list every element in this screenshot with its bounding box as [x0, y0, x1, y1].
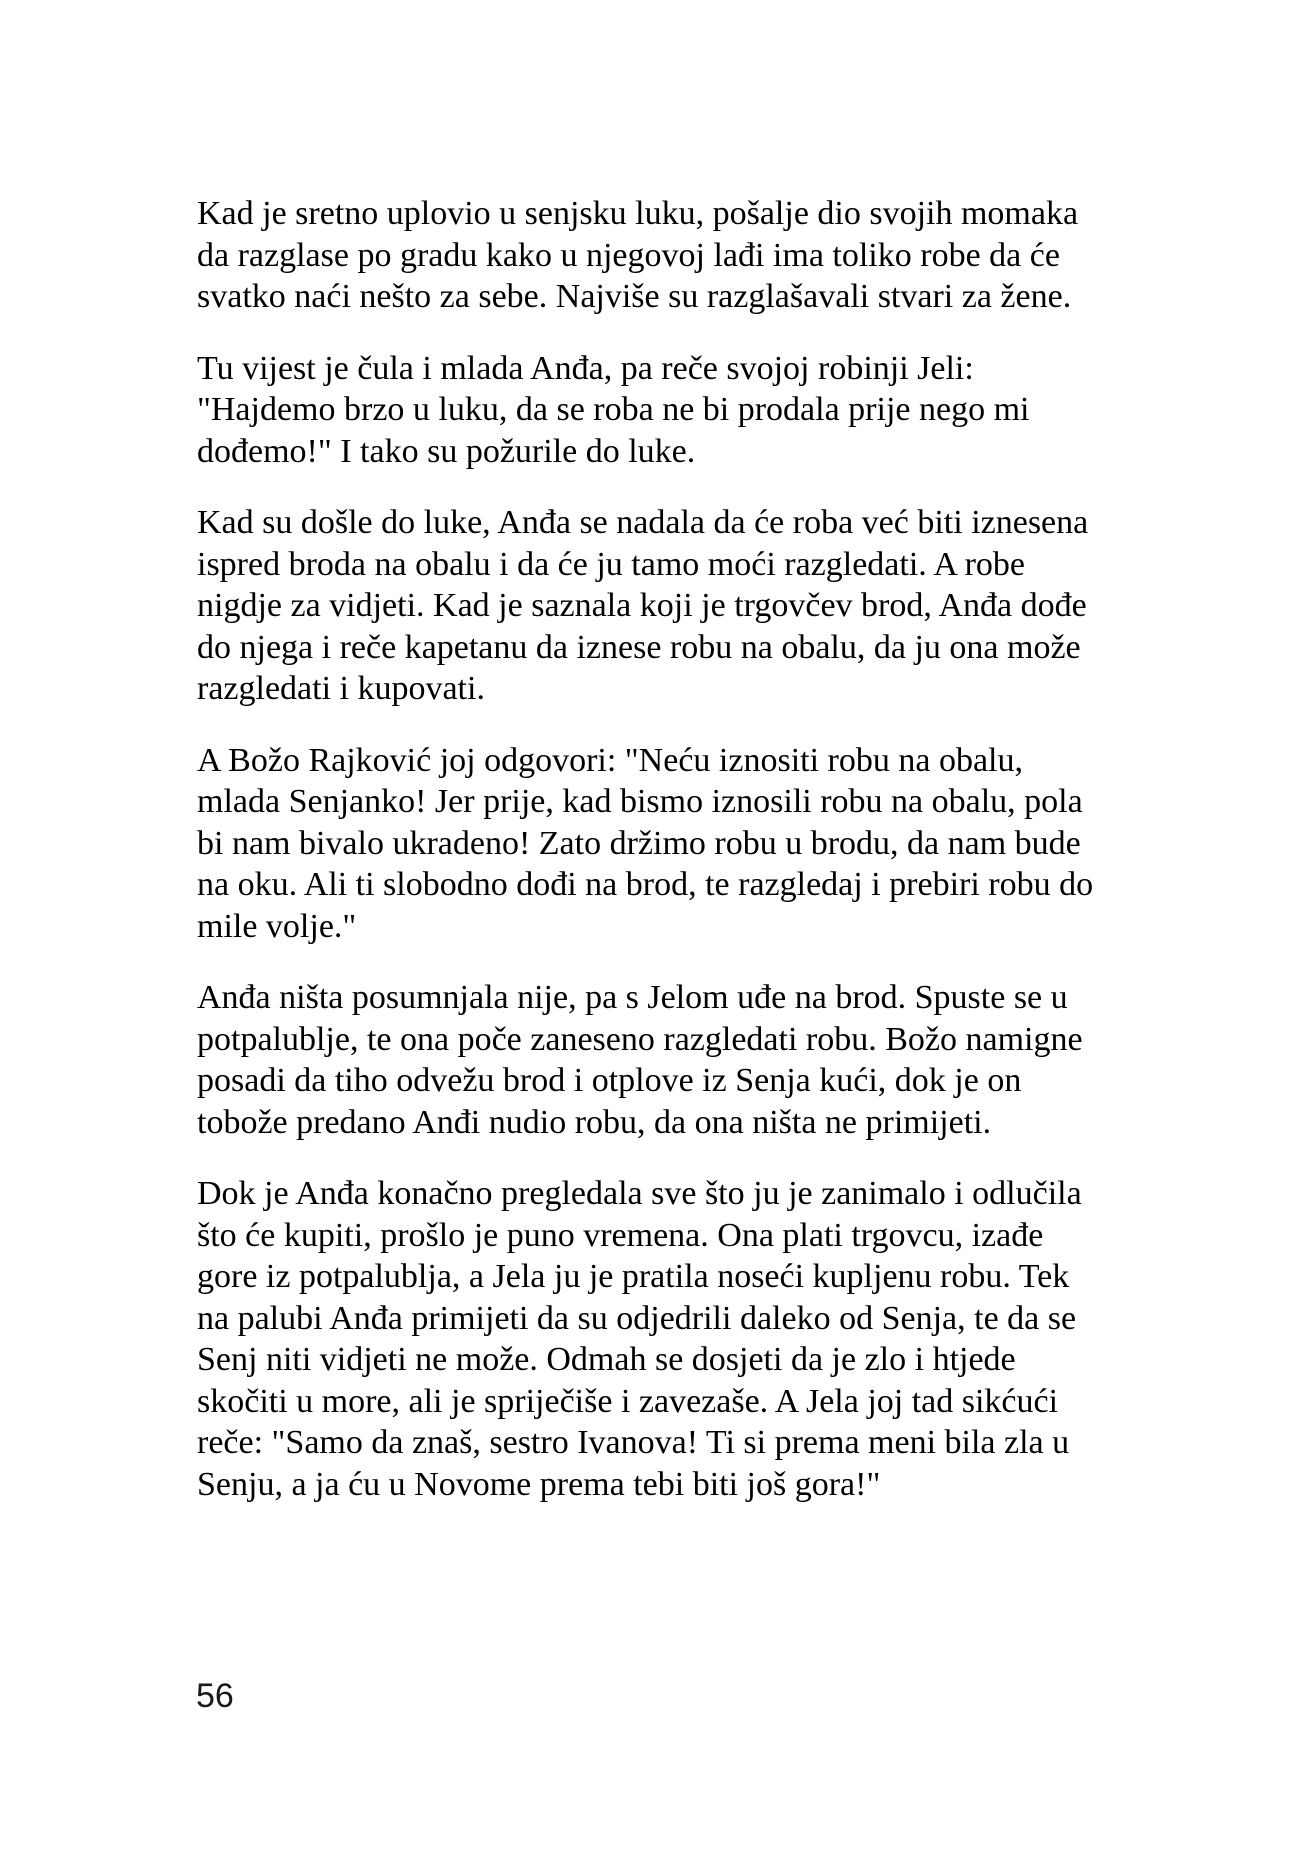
page-number: 56 [196, 1677, 234, 1715]
paragraph: Kad su došle do luke, Anđa se nadala da će roba već biti iznesena ispred broda na obalu i da će ju tamo moći razgledati. A robe nigdje za vidjeti. Kad je saznala koji je trgovčev brod, Anđa dođe do njega i reče kapetanu da iznese robu na obalu, da ju ona može razgledati i kupovati. [197, 504, 1089, 707]
paragraph: Tu vijest je čula i mlada Anđa, pa reče svojoj robinji Jeli: "Hajdemo brzo u luku, da se roba ne bi prodala prije nego mi dođemo!" I tako su požurile do luke. [197, 349, 1030, 470]
body-text [197, 193, 1103, 1505]
paragraph: A Božo Rajković joj odgovori: "Neću iznositi robu na obalu, mlada Senjanko! Jer prije, kad bismo iznosili robu na obalu, pola bi nam bivalo ukradeno! Zato držimo robu u brodu, da nam bude na oku. Ali ti slobodno dođi na brod, te razgledaj i prebiri robu do mile volje." [197, 741, 1094, 945]
paragraph: Kad je sretno uplovio u senjsku luku, pošalje dio svojih momaka da razglase po gradu kako u njegovoj lađi ima toliko robe da će svatko naći nešto za sebe. Najviše su razglašavali stvari za žene. [197, 195, 1079, 315]
paragraph: Anđa ništa posumnjala nije, pa s Jelom uđe na brod. Spuste se u potpalublje, te ona poče zaneseno razgledati robu. Božo namigne posadi da tiho odvežu brod i otplove iz Senja kući, dok je on tobože predano Anđi nudio robu, da ona ništa ne primijeti. [197, 979, 1083, 1141]
paragraph: Dok je Anđa konačno pregledala sve što ju je zanimalo i odlučila što će kupiti, prošlo je puno vremena. Ona plati trgovcu, izađe gore iz potpalublja, a Jela ju je pratila noseći kupljenu robu. Tek na palubi Anđa primijeti da su odjedrili daleko od Senja, te da se Senj niti vidjeti ne može. Odmah se dosjeti da je zlo i htjede skočiti u more, ali je spriječiše i zavezaše. A Jela joj tad sikćući reče: "Samo da znaš, sestro Ivanova! Ti si prema meni bila zla u Senju, a ja ću u Novome prema tebi biti još gora!" [197, 1175, 1082, 1503]
